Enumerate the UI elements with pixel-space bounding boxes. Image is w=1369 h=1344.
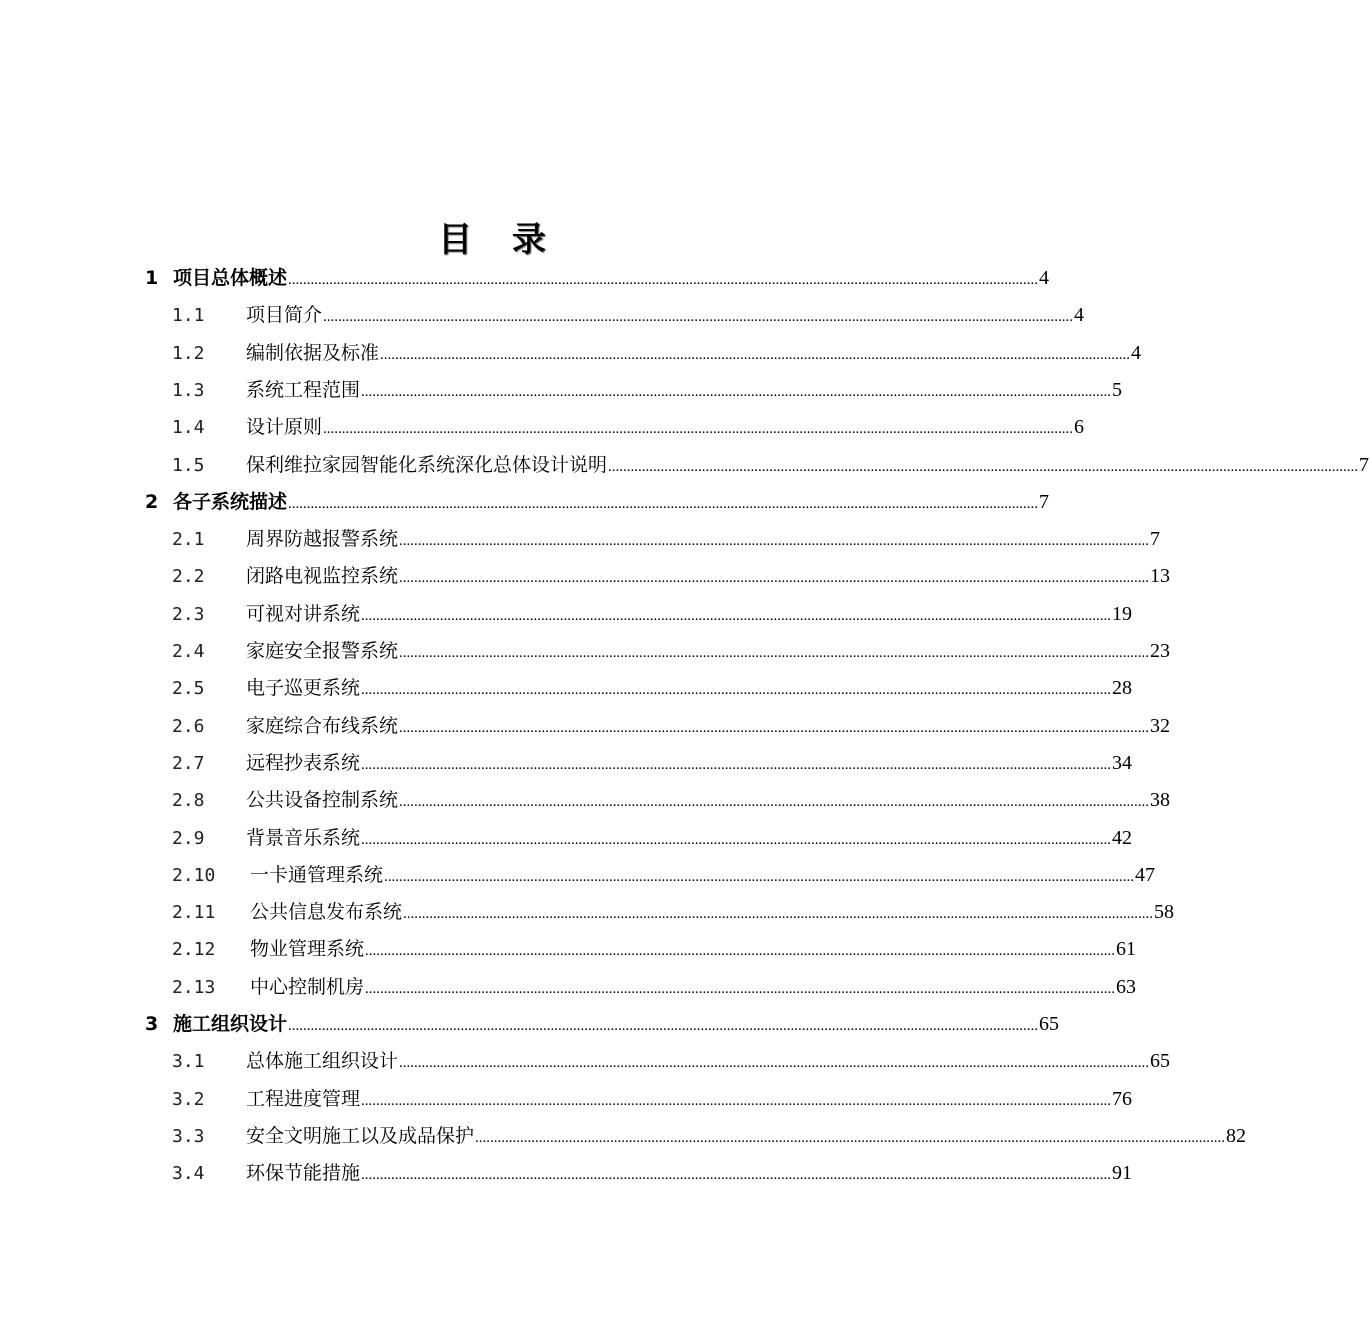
toc-entry-title: 可视对讲系统 [246, 603, 361, 625]
toc-entry-page-number: 28 [1112, 677, 1133, 699]
toc-dot-leader: ........................................................................................................................................................................................................ [399, 794, 1150, 810]
toc-dot-leader: ........................................................................................................................................................................................................ [361, 1093, 1112, 1109]
toc-entry-page-number: 7 [1150, 528, 1161, 550]
toc-entry[interactable] [145, 489, 1050, 515]
toc-entry-title: 中心控制机房 [250, 976, 365, 998]
toc-entry-page-number: 7 [1039, 491, 1050, 513]
toc-entry-title: 一卡通管理系统 [250, 864, 384, 886]
toc-entry-page-number: 34 [1112, 752, 1133, 774]
page-title: 目 录 [438, 220, 560, 260]
toc-entry[interactable] [172, 862, 1156, 888]
toc-entry-title: 保利维拉家园智能化系统深化总体设计说明 [246, 454, 608, 476]
toc-entry-title: 家庭综合布线系统 [246, 715, 399, 737]
toc-entry[interactable] [145, 265, 1050, 291]
toc-entry[interactable] [172, 601, 1133, 627]
toc-dot-leader: ........................................................................................................................................................................................................ [384, 869, 1135, 885]
toc-entry-title: 周界防越报警系统 [246, 528, 399, 550]
toc-entry-page-number: 65 [1150, 1050, 1171, 1072]
toc-entry-title: 项目简介 [246, 304, 323, 326]
toc-entry[interactable] [172, 526, 1161, 552]
toc-dot-leader: ........................................................................................................................................................................................................ [399, 1055, 1150, 1071]
toc-entry-title: 电子巡更系统 [246, 677, 361, 699]
toc-entry-title: 编制依据及标准 [246, 342, 380, 364]
toc-entry-title: 施工组织设计 [173, 1013, 288, 1035]
toc-entry-title: 背景音乐系统 [246, 827, 361, 849]
toc-dot-leader: ........................................................................................................................................................................................................ [288, 496, 1039, 512]
toc-dot-leader: ........................................................................................................................................................................................................ [399, 533, 1150, 549]
toc-entry-title: 工程进度管理 [246, 1088, 361, 1110]
toc-entry-page-number: 13 [1150, 565, 1171, 587]
toc-entry-page-number: 82 [1226, 1125, 1247, 1147]
toc-entry-number: 1.3 [172, 380, 205, 401]
toc-entry-number: 2.3 [172, 604, 205, 625]
toc-entry-title: 远程抄表系统 [246, 752, 361, 774]
toc-dot-leader: ........................................................................................................................................................................................................ [361, 682, 1112, 698]
toc-entry[interactable] [172, 1160, 1133, 1186]
toc-entry-number: 1.2 [172, 343, 205, 364]
toc-dot-leader: ........................................................................................................................................................................................................ [361, 384, 1112, 400]
toc-entry[interactable] [172, 787, 1171, 813]
toc-entry-title: 安全文明施工以及成品保护 [246, 1125, 475, 1147]
toc-dot-leader: ........................................................................................................................................................................................................ [288, 1018, 1039, 1034]
toc-dot-leader: ........................................................................................................................................................................................................ [380, 347, 1131, 363]
toc-entry-number: 2.11 [172, 902, 216, 923]
toc-entry[interactable] [172, 563, 1171, 589]
toc-entry-number: 2.5 [172, 678, 205, 699]
toc-dot-leader: ........................................................................................................................................................................................................ [399, 645, 1150, 661]
toc-entry[interactable] [172, 1123, 1247, 1149]
toc-entry-page-number: 7 [1359, 454, 1369, 476]
toc-entry[interactable] [172, 750, 1133, 776]
toc-entry-page-number: 63 [1116, 976, 1137, 998]
toc-entry-number: 3.2 [172, 1089, 205, 1110]
toc-entry-number: 2.12 [172, 939, 216, 960]
toc-entry-number: 2.8 [172, 790, 205, 811]
toc-dot-leader: ........................................................................................................................................................................................................ [403, 906, 1154, 922]
toc-dot-leader: ........................................................................................................................................................................................................ [365, 981, 1116, 997]
toc-entry-number: 2 [145, 491, 159, 513]
toc-dot-leader: ........................................................................................................................................................................................................ [323, 421, 1074, 437]
toc-entry-page-number: 4 [1131, 342, 1142, 364]
toc-entry-page-number: 4 [1039, 267, 1050, 289]
toc-entry-number: 2.4 [172, 641, 205, 662]
toc-entry-number: 3.4 [172, 1163, 205, 1184]
toc-dot-leader: ........................................................................................................................................................................................................ [399, 720, 1150, 736]
toc-dot-leader: ........................................................................................................................................................................................................ [365, 943, 1116, 959]
toc-entry-number: 3.3 [172, 1126, 205, 1147]
toc-entry-title: 各子系统描述 [173, 491, 288, 513]
toc-entry[interactable] [172, 675, 1133, 701]
toc-entry[interactable] [172, 936, 1137, 962]
toc-entry-number: 2.13 [172, 977, 216, 998]
toc-entry-page-number: 65 [1039, 1013, 1060, 1035]
toc-entry-number: 2.1 [172, 529, 205, 550]
toc-entry-page-number: 61 [1116, 938, 1137, 960]
toc-entry-page-number: 42 [1112, 827, 1133, 849]
toc-entry-number: 2.2 [172, 566, 205, 587]
toc-entry-page-number: 4 [1074, 304, 1085, 326]
toc-entry[interactable] [172, 1048, 1171, 1074]
toc-entry-page-number: 58 [1154, 901, 1175, 923]
toc-entry[interactable] [172, 302, 1085, 328]
toc-entry-title: 家庭安全报警系统 [246, 640, 399, 662]
toc-entry-number: 2.9 [172, 828, 205, 849]
toc-entry-number: 1 [145, 267, 159, 289]
toc-entry-title: 闭路电视监控系统 [246, 565, 399, 587]
toc-entry-number: 2.6 [172, 716, 205, 737]
toc-entry[interactable] [172, 377, 1123, 403]
toc-entry-page-number: 76 [1112, 1088, 1133, 1110]
toc-dot-leader: ........................................................................................................................................................................................................ [323, 309, 1074, 325]
toc-entry[interactable] [172, 340, 1142, 366]
toc-dot-leader: ........................................................................................................................................................................................................ [288, 272, 1039, 288]
toc-entry-page-number: 38 [1150, 789, 1171, 811]
toc-entry-number: 1.1 [172, 305, 205, 326]
toc-entry[interactable] [172, 452, 1369, 478]
toc-entry-number: 3.1 [172, 1051, 205, 1072]
toc-entry-title: 环保节能措施 [246, 1162, 361, 1184]
toc-entry-page-number: 23 [1150, 640, 1171, 662]
toc-entry-page-number: 6 [1074, 416, 1085, 438]
toc-entry-title: 系统工程范围 [246, 379, 361, 401]
toc-dot-leader: ........................................................................................................................................................................................................ [608, 459, 1359, 475]
toc-entry[interactable] [172, 974, 1137, 1000]
toc-entry-number: 2.10 [172, 865, 216, 886]
toc-entry-page-number: 5 [1112, 379, 1123, 401]
toc-dot-leader: ........................................................................................................................................................................................................ [399, 570, 1150, 586]
toc-entry-number: 1.4 [172, 417, 205, 438]
toc-entry[interactable] [172, 1086, 1133, 1112]
toc-dot-leader: ........................................................................................................................................................................................................ [475, 1130, 1226, 1146]
toc-entry-title: 项目总体概述 [173, 267, 288, 289]
toc-entry-number: 3 [145, 1013, 159, 1035]
toc-entry[interactable] [172, 713, 1171, 739]
toc-entry[interactable] [172, 638, 1171, 664]
toc-entry-number: 2.7 [172, 753, 205, 774]
toc-entry-page-number: 32 [1150, 715, 1171, 737]
toc-entry[interactable] [172, 414, 1085, 440]
toc-entry-number: 1.5 [172, 455, 205, 476]
toc-dot-leader: ........................................................................................................................................................................................................ [361, 608, 1112, 624]
toc-entry[interactable] [172, 899, 1175, 925]
toc-entry[interactable] [145, 1011, 1060, 1037]
toc-entry[interactable] [172, 825, 1133, 851]
toc-dot-leader: ........................................................................................................................................................................................................ [361, 832, 1112, 848]
toc-entry-title: 物业管理系统 [250, 938, 365, 960]
toc-entry-title: 总体施工组织设计 [246, 1050, 399, 1072]
toc-entry-page-number: 19 [1112, 603, 1133, 625]
toc-entry-title: 公共设备控制系统 [246, 789, 399, 811]
toc-entry-title: 设计原则 [246, 416, 323, 438]
toc-entry-title: 公共信息发布系统 [250, 901, 403, 923]
toc-entry-page-number: 47 [1135, 864, 1156, 886]
toc-entry-page-number: 91 [1112, 1162, 1133, 1184]
toc-dot-leader: ........................................................................................................................................................................................................ [361, 1167, 1112, 1183]
toc-dot-leader: ........................................................................................................................................................................................................ [361, 757, 1112, 773]
